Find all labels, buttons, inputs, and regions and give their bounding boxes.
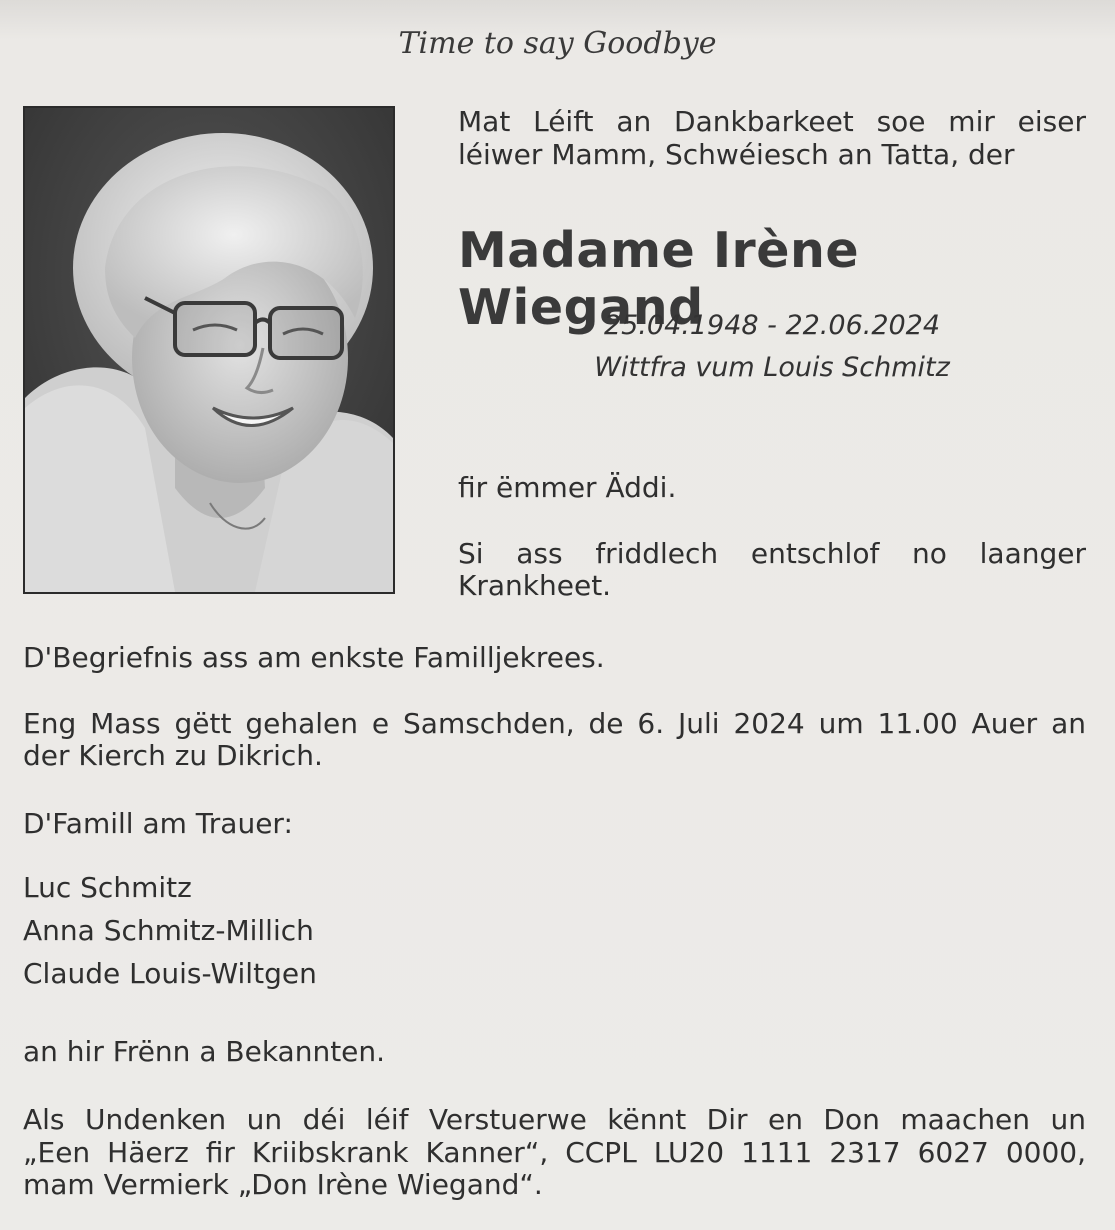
passing-line-2: Krankheet. — [458, 569, 612, 602]
deceased-name: Madame Irène Wiegand — [458, 222, 860, 336]
burial-text: D'Begriefnis ass am enkste Familljekrees. — [23, 641, 605, 674]
mass-line-1: Eng Mass gëtt gehalen e Samschden, de 6. Juli 2024 um 11.00 Auer an — [23, 707, 1086, 740]
friends-text: an hir Frënn a Bekannten. — [23, 1035, 386, 1068]
mourner-3: Claude Louis-Wiltgen — [23, 957, 317, 990]
life-dates: 25.04.1948 - 22.06.2024 — [603, 310, 941, 341]
mourner-1: Luc Schmitz — [23, 871, 192, 904]
passing-line-1: Si ass friddlech entschlof no laanger — [458, 537, 1086, 570]
relation-line: Wittfra vum Louis Schmitz — [594, 352, 950, 383]
donation-line-3: mam Vermierk „Don Irène Wiegand“. — [23, 1168, 543, 1201]
portrait-photo — [23, 106, 395, 594]
donation-line-2: „Een Häerz fir Kriibskrank Kanner“, CCPL LU20 1111 2317 6027 0000, — [23, 1136, 1086, 1169]
mass-line-2: der Kierch zu Dikrich. — [23, 739, 323, 772]
intro-line-1: Mat Léift an Dankbarkeet soe mir eiser — [458, 105, 1086, 138]
mourner-2: Anna Schmitz-Millich — [23, 914, 314, 947]
donation-line-1: Als Undenken un déi léif Verstuerwe kënnt Dir en Don maachen un — [23, 1103, 1086, 1136]
mourning-heading: D'Famill am Trauer: — [23, 807, 293, 840]
intro-line-2: léiwer Mamm, Schwéiesch an Tatta, der — [458, 138, 1015, 171]
farewell-text: fir ëmmer Äddi. — [458, 471, 677, 504]
notice-headline: Time to say Goodbye — [398, 26, 717, 61]
